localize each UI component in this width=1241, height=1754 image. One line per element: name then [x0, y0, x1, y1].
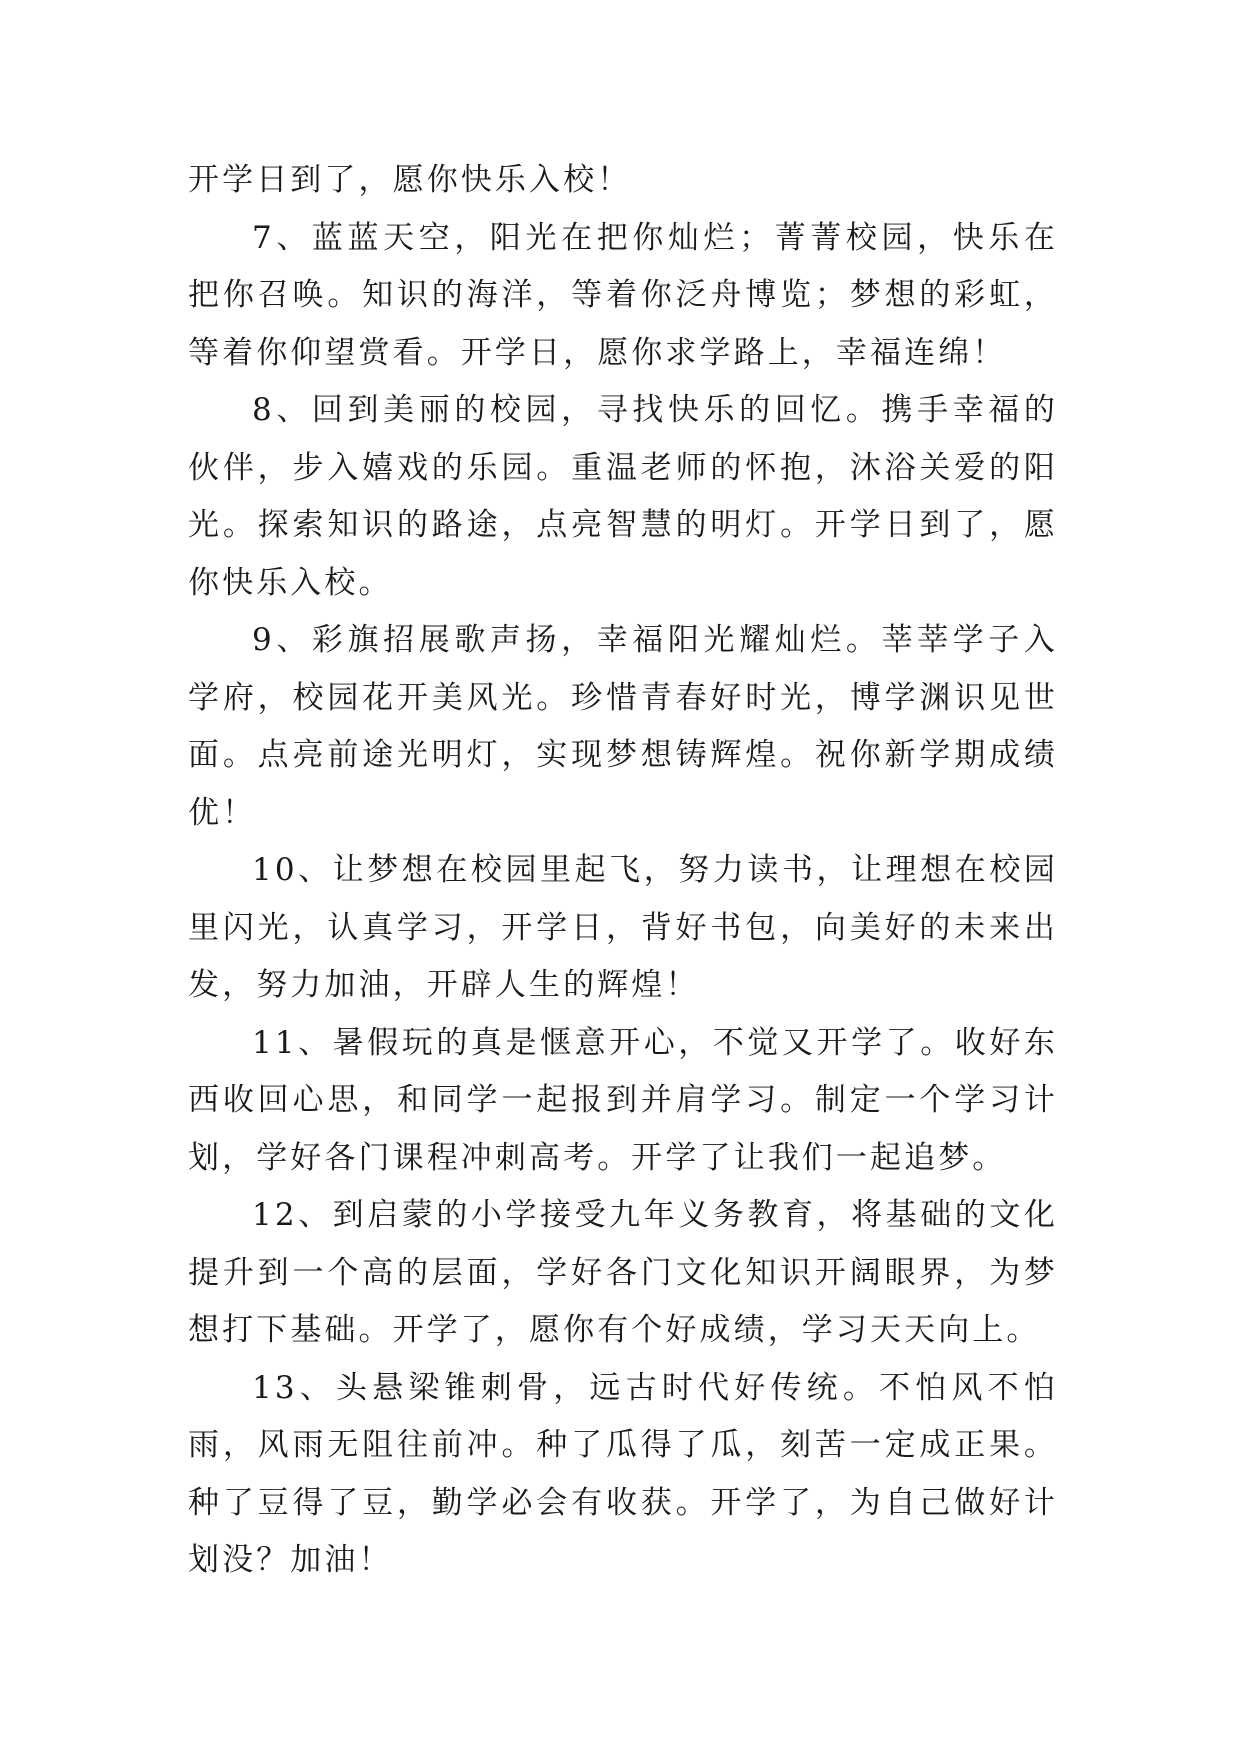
paragraph-item-13: 13、头悬梁锥刺骨，远古时代好传统。不怕风不怕雨，风雨无阻往前冲。种了瓜得了瓜，刻苦一定成正果。种了豆得了豆，勤学必会有收获。开学了，为自己做好计划没？加油！ [188, 1369, 1058, 1578]
paragraph-item-11: 11、暑假玩的真是惬意开心，不觉又开学了。收好东西收回心思，和同学一起报到并肩学习。制定一个学习计划，学好各门课程冲刺高考。开学了让我们一起追梦。 [188, 1024, 1058, 1176]
paragraph-item-7: 7、蓝蓝天空，阳光在把你灿烂；菁菁校园，快乐在把你召唤。知识的海洋，等着你泛舟博览；梦想的彩虹，等着你仰望赏看。开学日，愿你求学路上，幸福连绵！ [188, 219, 1058, 371]
document-body [188, 152, 1058, 1590]
paragraph-item-8: 8、回到美丽的校园，寻找快乐的回忆。携手幸福的伙伴，步入嬉戏的乐园。重温老师的怀抱，沐浴关爱的阳光。探索知识的路途，点亮智慧的明灯。开学日到了，愿你快乐入校。 [188, 392, 1058, 601]
paragraph-item-9: 9、彩旗招展歌声扬，幸福阳光耀灿烂。莘莘学子入学府，校园花开美风光。珍惜青春好时光，博学渊识见世面。点亮前途光明灯，实现梦想铸辉煌。祝你新学期成绩优！ [188, 622, 1058, 831]
paragraph-item-10: 10、让梦想在校园里起飞，努力读书，让理想在校园里闪光，认真学习，开学日，背好书包，向美好的未来出发，努力加油，开辟人生的辉煌！ [188, 852, 1058, 1003]
paragraph-continuation: 开学日到了，愿你快乐入校！ [188, 162, 632, 198]
paragraph-item-12: 12、到启蒙的小学接受九年义务教育，将基础的文化提升到一个高的层面，学好各门文化知识开阔眼界，为梦想打下基础。开学了，愿你有个好成绩，学习天天向上。 [188, 1197, 1058, 1348]
